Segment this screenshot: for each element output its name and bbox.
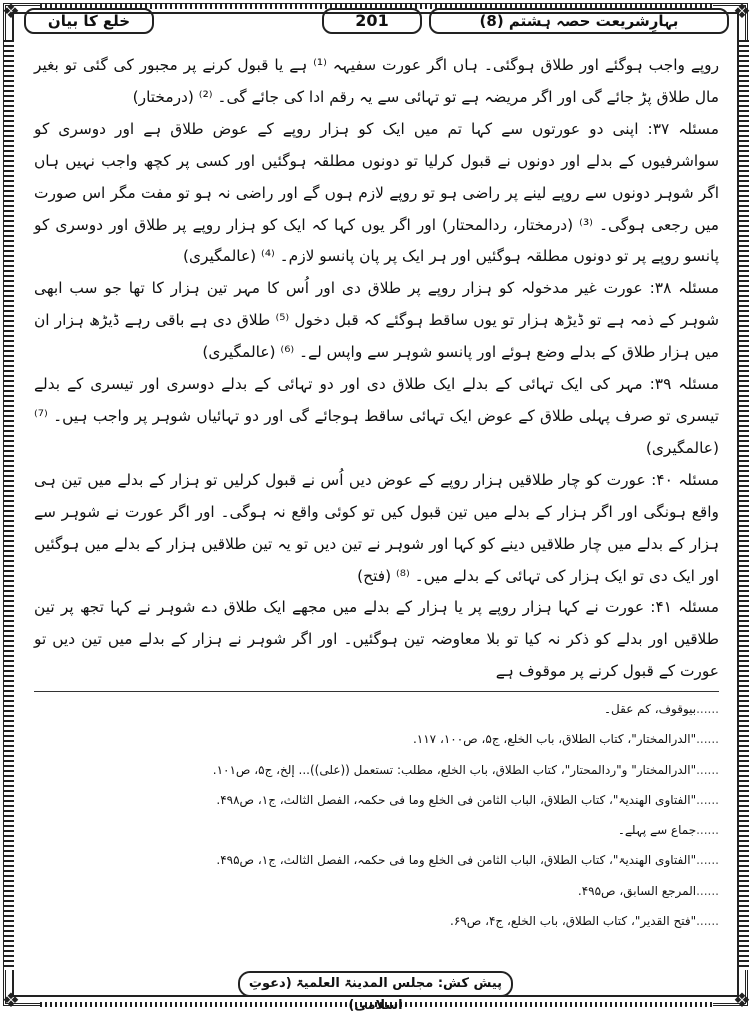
page-number: 201 bbox=[322, 8, 422, 34]
paragraph-masala-37: مسئلہ ۳۷: اپنی دو عورتوں سے کہا تم میں ایک کو ہزار روپے کے عوض طلاق ہے اور دوسری کو سواشرفیوں کے بدلے اور دونوں نے قبول کرلیا تو دونوں مطلقہ ہوگئیں اور کسی پر کچھ واجب نہیں ہاں اگر شوہر دونوں سے روپے لینے پر راضی ہو تو روپے لازم ہوں گے اور راضی نہ ہو تو مفت مگر اس صورت میں رجعی ہوگی۔ ⁽³⁾ (درمختار، ردالمحتار) اور اگر یوں کہا کہ ایک کو ہزار روپے پر طلاق اور دوسری کو پانسو روپے پر تو دونوں مطلقہ ہوگئیں اور ہر ایک پر پان پانسو لازم۔ ⁽⁴⁾ (عالمگیری) bbox=[34, 119, 719, 266]
chapter-title: خلع کا بیان bbox=[24, 8, 154, 34]
paragraph-masala-38: مسئلہ ۳۸: عورت غیر مدخولہ کو ہزار روپے پر طلاق دی اور اُس کا مہر تین ہزار کا تھا جو سب ابھی شوہر کے ذمہ ہے تو ڈیڑھ ہزار تو یوں ساقط ہوگئے کہ قبل دخول ⁽⁵⁾ طلاق دی ہے باقی رہے ڈیڑھ ہزار ان میں ہزار طلاق کے بدلے وضع ہوئے اور پانسو شوہر سے واپس لے۔ ⁽⁶⁾ (عالمگیری) bbox=[34, 279, 719, 362]
footnote-8: ......"فتح القدیر"، کتاب الطلاق، باب الخلع، ج۴، ص۶۹. bbox=[450, 914, 719, 929]
footnote-7: ......المرجع السابق، ص۴۹۵. bbox=[577, 883, 719, 898]
corner-ornament-icon: ❖ bbox=[2, 988, 20, 1012]
footnote-6: ......"الفتاوی الھندیۃ"، کتاب الطلاق، الباب الثامن فی الخلع وما فی حکمہ، الفصل الثالث، ج۱، ص۴۹۵. bbox=[216, 853, 719, 868]
ornament-left bbox=[4, 40, 14, 970]
paragraph: روپے واجب ہوگئے اور طلاق ہوگئی۔ ہاں اگر عورت سفیہہ ⁽¹⁾ ہے یا قبول کرنے پر مجبور کی گئی تو بغیر مال طلاق پڑ جائے گی اور اگر مریضہ ہے تو تہائی سے یہ رقم ادا کی جائے گی۔ ⁽²⁾ (درمختار) bbox=[34, 56, 720, 106]
footnotes bbox=[34, 694, 719, 936]
paragraph-masala-39: مسئلہ ۳۹: مہر کی ایک تہائی کے بدلے ایک طلاق دی اور دو تہائی کے بدلے دوسری اور تیسری کے بدلے تیسری تو صرف پہلی طلاق کے عوض ایک تہائی ساقط ہوجائے گی اور دو تہائیاں شوہر پر واجب ہیں۔ ⁽⁷⁾ (عالمگیری) bbox=[34, 375, 720, 457]
footnote-1: ......بیوقوف، کم عقل۔ bbox=[604, 702, 719, 716]
publisher-footer: پیش کش: مجلس المدینۃ العلمیۃ (دعوتِ اسلامی) bbox=[238, 971, 513, 997]
footnote-4: ......"الفتاوی الھندیۃ"، کتاب الطلاق، الباب الثامن فی الخلع وما فی حکمہ، الفصل الثالث، ج۱، ص۴۹۸. bbox=[216, 792, 719, 807]
ornament-right bbox=[739, 40, 749, 970]
footnote-2: ......"الدرالمختار"، کتاب الطلاق، باب الخلع، ج۵، ص۱۰۰، ۱۱۷. bbox=[412, 732, 719, 747]
book-title: بہارِشریعت حصہ ہشتم (8) bbox=[429, 8, 729, 34]
paragraph-masala-41: مسئلہ ۴۱: عورت نے کہا ہزار روپے پر یا ہزار کے بدلے میں مجھے ایک طلاق دے شوہر نے کہا تجھ پر تین طلاقیں اور بدلے کو ذکر نہ کیا تو بلا معاوضہ تین ہوگئیں۔ اور اگر شوہر نے ہزار کے بدلے میں تین دیں تو عورت کے قبول کرنے پر موقوف ہے bbox=[34, 598, 719, 681]
corner-ornament-icon: ❖ bbox=[733, 0, 751, 23]
footnote-5: ......جماع سے پہلے۔ bbox=[617, 823, 719, 838]
footnote-3: ......"الدرالمختار" و"ردالمحتار"، کتاب الطلاق، باب الخلع، مطلب: تستعمل ((علی))... إلخ، ج۵، ص۱۰۱. bbox=[212, 762, 719, 777]
paragraph-masala-40: مسئلہ ۴۰: عورت کو چار طلاقیں ہزار روپے کے عوض دیں اُس نے قبول کرلیں تو ہزار کے بدلے میں تین ہی واقع ہونگی اور اگر ہزار کے بدلے میں تین قبول کیں تو کوئی واقع نہ ہوگی۔ اور اگر عورت نے شوہر سے ہزار کے بدلے میں چار طلاقیں دینے کو کہا اور شوہر نے تین دیں تو یہ تین طلاقیں ہزار کے بدلے میں ہوگئیں اور ایک دی تو ایک ہزار کی تہائی کے بدلے میں۔ ⁽⁸⁾ (فتح) bbox=[34, 470, 719, 585]
corner-ornament-icon: ❖ bbox=[2, 0, 20, 23]
page-header bbox=[24, 8, 729, 36]
main-text bbox=[34, 50, 719, 688]
footnote-divider bbox=[34, 691, 719, 692]
corner-ornament-icon: ❖ bbox=[733, 988, 751, 1012]
